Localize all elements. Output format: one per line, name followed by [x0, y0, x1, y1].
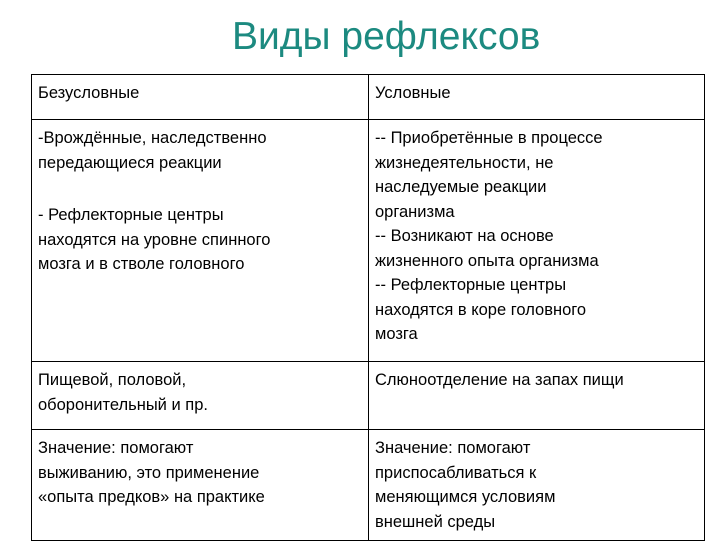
text-line: Значение: помогают — [38, 439, 194, 457]
text-line: передающиеся реакции — [38, 153, 222, 172]
text-line: жизненного опыта организма — [375, 251, 599, 270]
text-line: находятся на уровне спинного — [38, 230, 271, 249]
text-line: мозга и в стволе головного — [38, 255, 245, 273]
acquired-paragraph — [375, 126, 696, 224]
cell-unconditioned-significance — [32, 430, 369, 541]
text-line: -- Рефлекторные центры — [375, 276, 567, 294]
text-line: -Врождённые, наследственно — [38, 129, 267, 147]
text-line: приспосабливаться к — [375, 463, 537, 482]
text-line: наследуемые реакции — [375, 178, 547, 196]
innate-paragraph — [38, 126, 360, 175]
cell-conditioned-significance — [369, 430, 705, 541]
header-unconditioned: Безусловные — [32, 75, 369, 120]
text-line: жизнедеятельности, не — [375, 153, 554, 172]
cell-conditioned-properties — [369, 120, 705, 362]
slide-title: Виды рефлексов — [232, 15, 541, 58]
header-conditioned: Условные — [369, 75, 705, 120]
text-line: Пищевой, половой, — [38, 371, 187, 389]
text-line: находятся в коре головного — [375, 300, 587, 319]
header-row — [32, 75, 705, 120]
text-line: -- Возникают на основе — [375, 227, 554, 245]
text-line: выживанию, это применение — [38, 463, 260, 482]
text-line: Значение: помогают — [375, 439, 531, 457]
reflex-comparison-table — [31, 74, 705, 541]
text-line: -- Приобретённые в процессе — [375, 129, 603, 147]
cell-unconditioned-examples — [32, 362, 369, 430]
table-row-examples — [32, 362, 705, 430]
cell-unconditioned-properties — [32, 120, 369, 362]
cortex-paragraph — [375, 273, 696, 347]
text-line: «опыта предков» на практике — [38, 488, 265, 506]
paragraph-gap — [38, 175, 360, 203]
text-line: оборонительный и пр. — [38, 395, 208, 414]
text-line: меняющимся условиям — [375, 488, 556, 506]
cell-conditioned-examples — [369, 362, 705, 430]
table-row-properties — [32, 120, 705, 362]
centers-paragraph — [38, 203, 360, 277]
table-row-significance — [32, 430, 705, 541]
text-line: Слюноотделение на запах пищи — [375, 371, 624, 389]
text-line: мозга — [375, 325, 418, 343]
text-line: - Рефлекторные центры — [38, 206, 224, 224]
text-line: внешней среды — [375, 512, 496, 531]
text-line: организма — [375, 202, 455, 221]
experience-paragraph — [375, 224, 696, 273]
